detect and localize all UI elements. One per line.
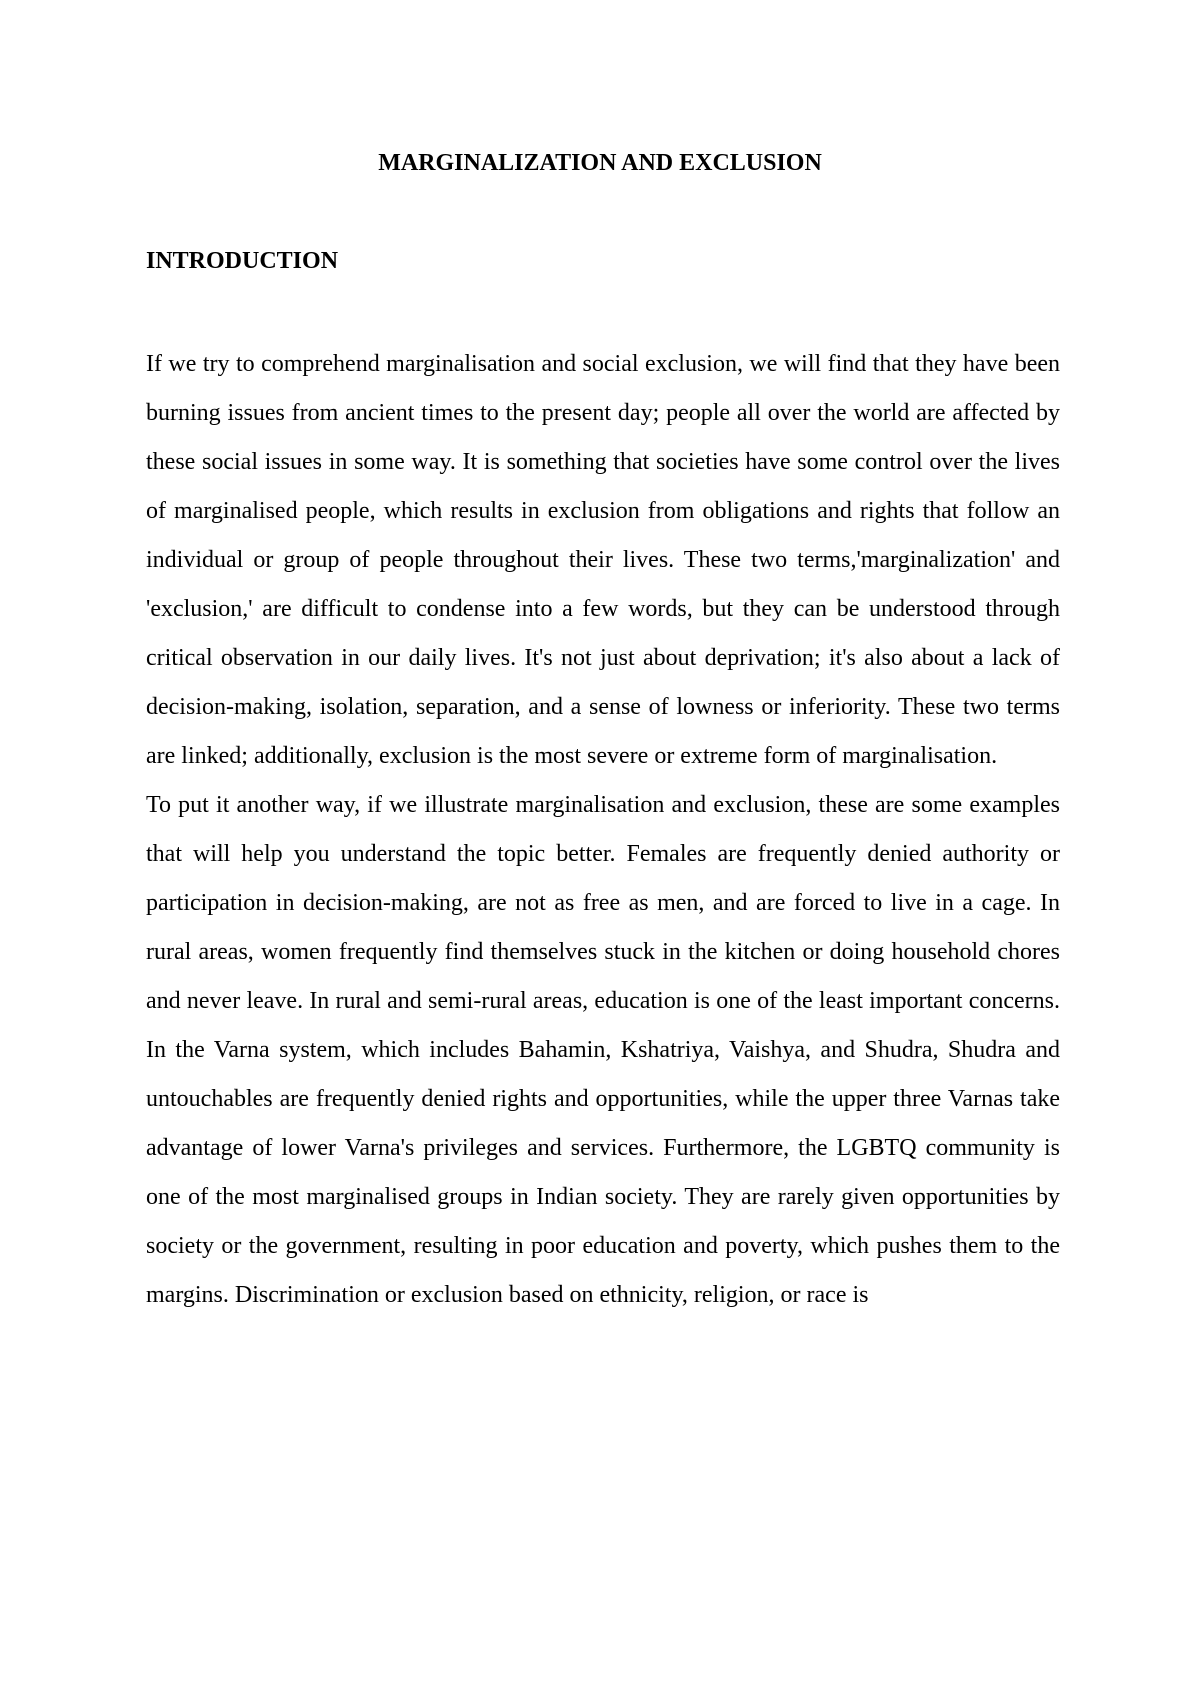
section-heading-introduction: INTRODUCTION: [146, 248, 339, 274]
document-title: MARGINALIZATION AND EXCLUSION: [378, 150, 822, 176]
paragraph: If we try to comprehend marginalisation and social exclusion, we will find that they have been burning issues from ancient times to the present day; people all over the world are affected by these social issues in some way. It is something that societies have some control over the lives of marginalised people, which results in exclusion from obligations and rights that follow an individual or group of people throughout their lives. These two terms,'marginalization' and 'exclusion,' are difficult to condense into a few words, but they can be understood through critical observation in our daily lives. It's not just about deprivation; it's also about a lack of decision-making, isolation, separation, and a sense of lowness or inferiority. These two terms are linked; additionally, exclusion is the most severe or extreme form of marginalisation.: [146, 351, 1060, 769]
paragraph: To put it another way, if we illustrate marginalisation and exclusion, these are some examples that will help you understand the topic better. Females are frequently denied authority or participation in decision-making, are not as free as men, and are forced to live in a cage. In rural areas, women frequently find themselves stuck in the kitchen or doing household chores and never leave. In rural and semi-rural areas, education is one of the least important concerns. In the Varna system, which includes Bahamin, Kshatriya, Vaishya, and Shudra, Shudra and untouchables are frequently denied rights and opportunities, while the upper three Varnas take advantage of lower Varna's privileges and services. Furthermore, the LGBTQ community is one of the most marginalised groups in Indian society. They are rarely given opportunities by society or the government, resulting in poor education and poverty, which pushes them to the margins. Discrimination or exclusion based on ethnicity, religion, or race is: [146, 792, 1060, 1308]
document-body: [146, 340, 1060, 1320]
